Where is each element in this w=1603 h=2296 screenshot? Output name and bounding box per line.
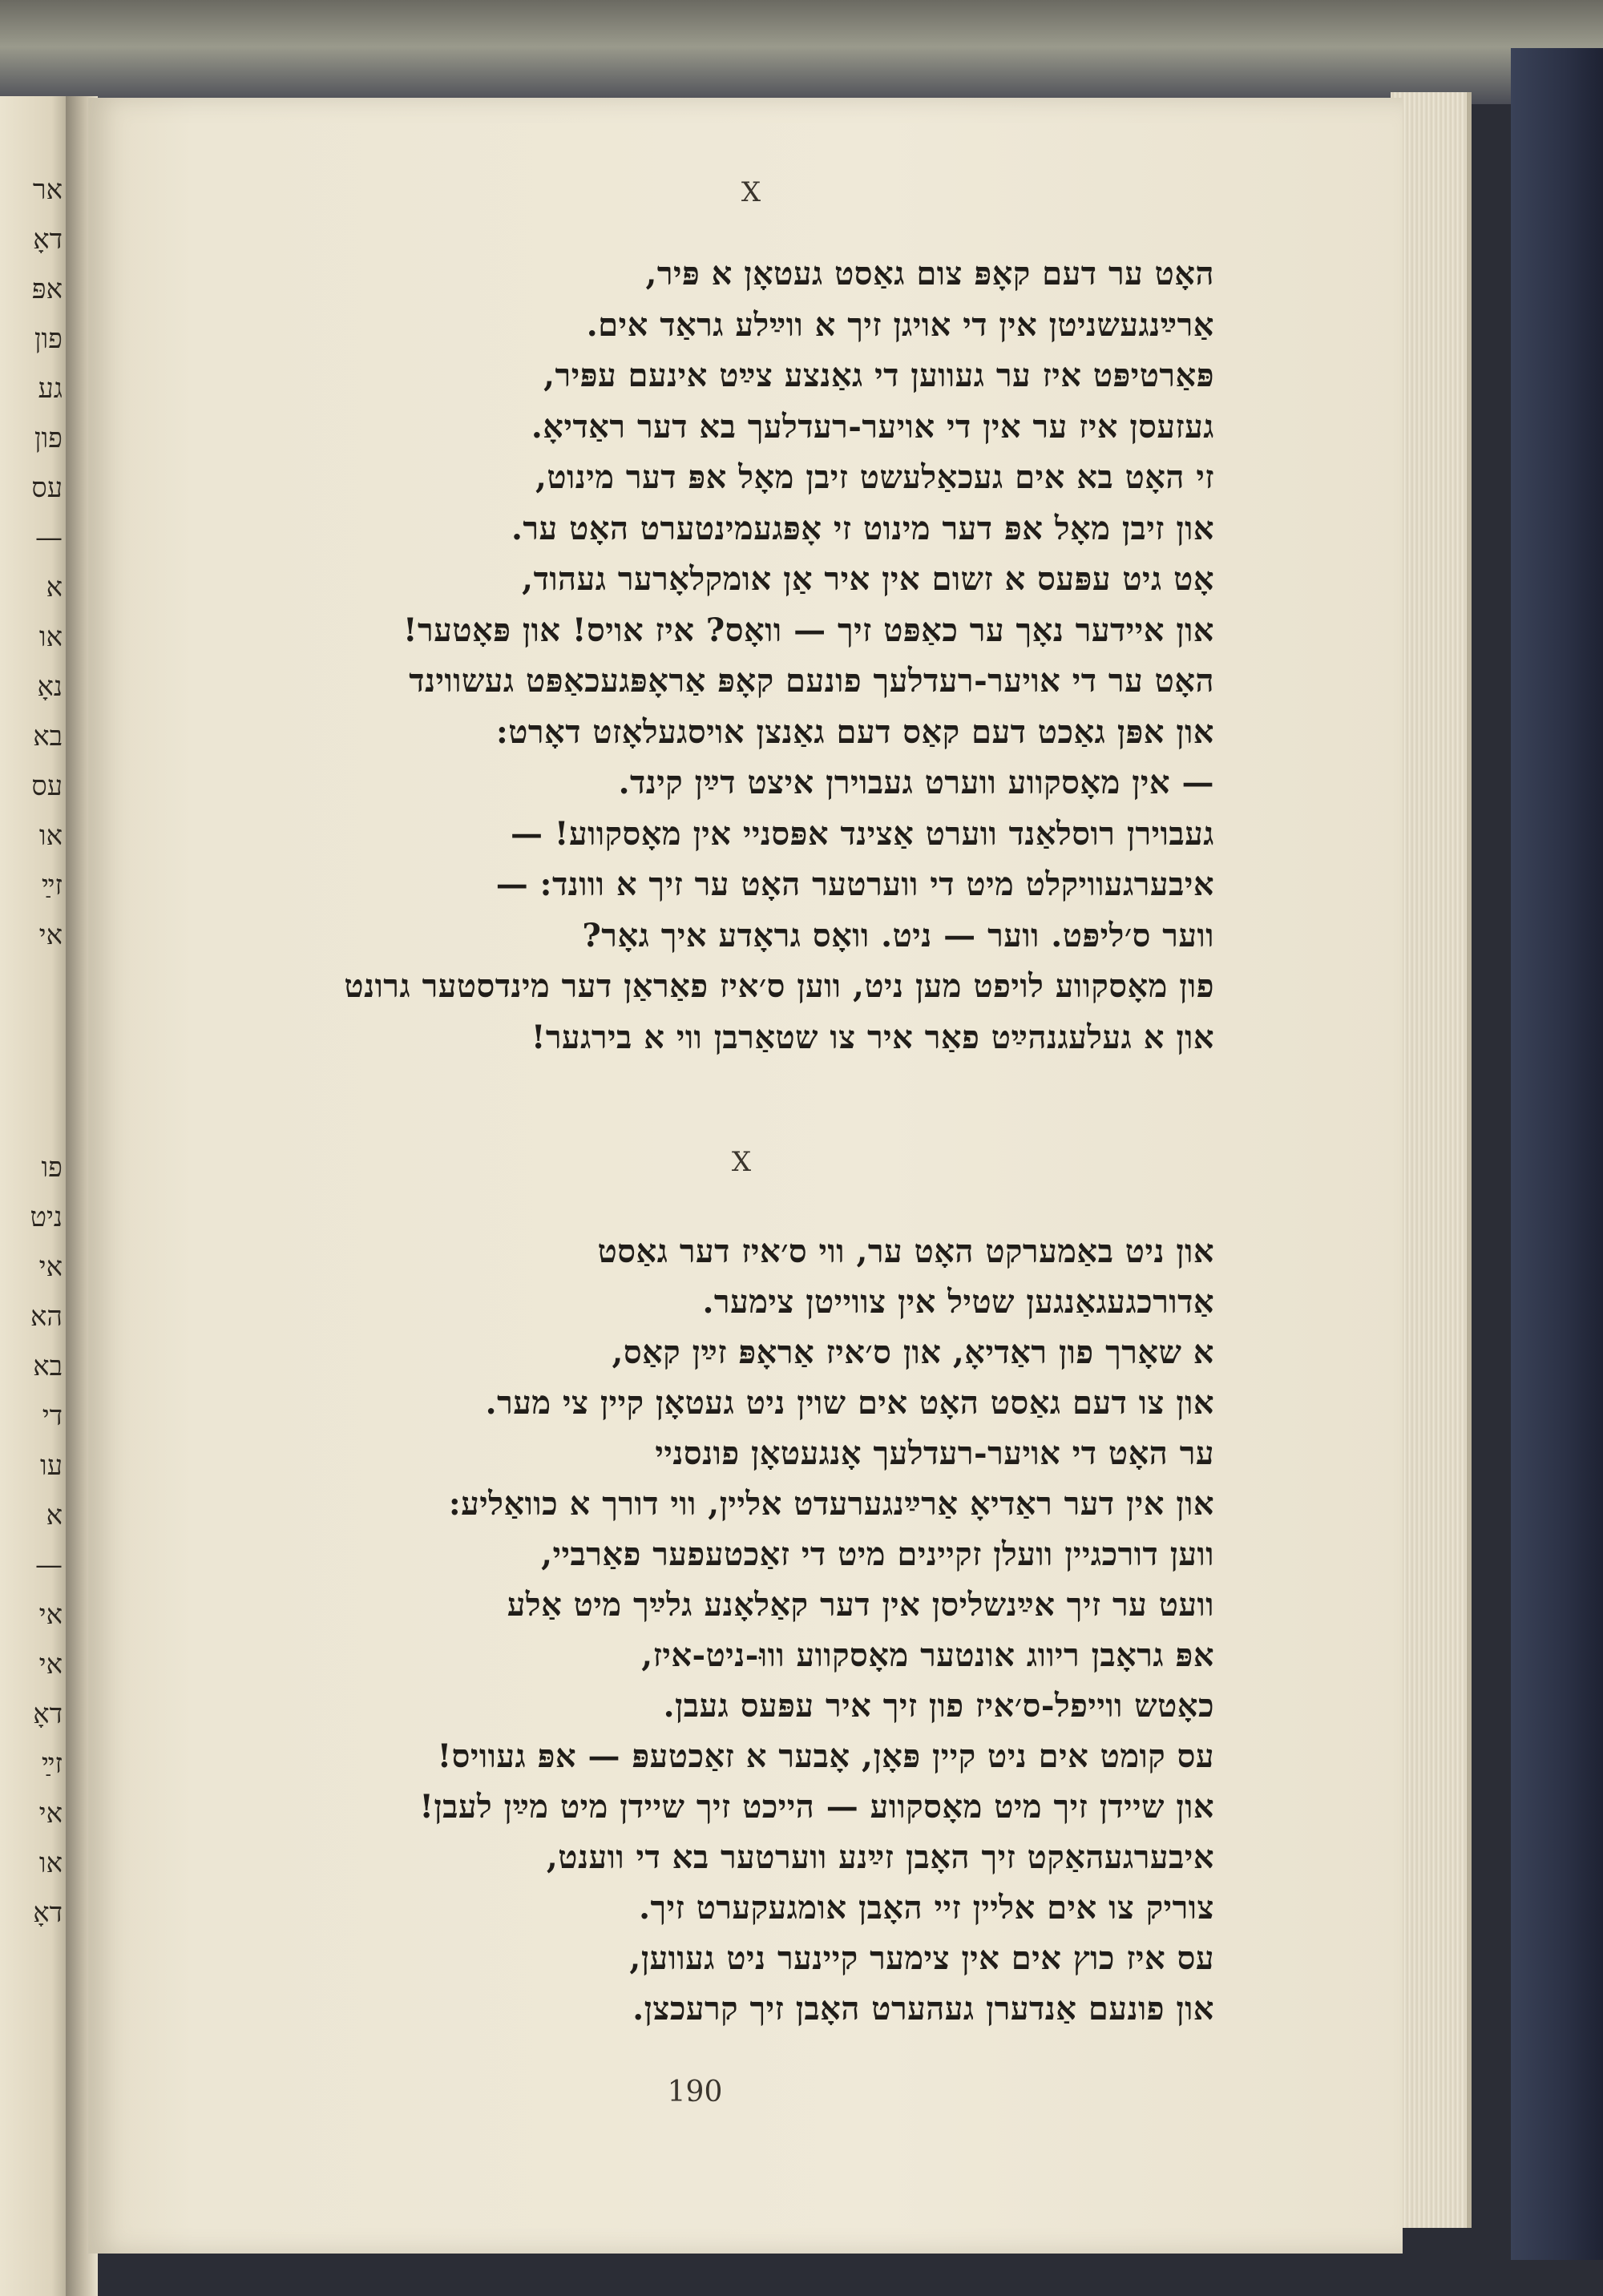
verse-line: האָט ער די אויער-רעדלעך פונעם קאָפּ אַראָפּגעכאַפּט געשווינד xyxy=(409,662,1214,700)
left-page-fragment: עס xyxy=(31,472,63,504)
verse-line: זי האָט בא אים געכאַלעשט זיבן מאָל אפּ דער מינוט, xyxy=(535,458,1214,496)
left-page-fragment: דאָ xyxy=(33,224,63,256)
left-page-fragment: דאָ xyxy=(33,1698,63,1730)
section-mark-one: X xyxy=(741,176,761,208)
verse-line: געבוירן רוסלאַנד ווערט אַצינד אפּסניי אין מאָסקווע! — xyxy=(511,814,1214,853)
verse-line: אַרײַנגעשניטן אין די אויגן זיך א ווײַלע גראַד אים. xyxy=(586,305,1214,344)
verse-line: כאָטש ווייפל-ס׳איז פון זיך איר עפּעס געבן. xyxy=(663,1687,1214,1725)
left-page-fragment: אר xyxy=(32,174,63,206)
verse-line: אפּ גראָבן ריווג אונטער מאָסקווע וווּ-ניט-איז, xyxy=(641,1636,1214,1674)
verse-line: עס קומט אים ניט קיין פּאָן, אָבער א זאַכטעפּ — אפּ געוויס! xyxy=(437,1737,1214,1775)
verse-line: איבערגעוויקלט מיט די ווערטער האָט ער זיך א ווונד: — xyxy=(495,866,1214,903)
left-page-fragment: בא xyxy=(33,720,63,753)
left-page-fragment: א xyxy=(46,1499,63,1531)
verse-line: און אין דער ראַדיאָ אַרײַנגערעדט אליין, ווי דורך א כוואַליע: xyxy=(448,1485,1214,1523)
verse-line: א שאָרך פון ראַדיאָ, און ס׳איז אַראָפּ זײַן קאַס, xyxy=(612,1334,1214,1371)
verse-line: און זיבן מאָל אפּ דער מינוט זי אָפּגעמינטערט האָט ער. xyxy=(511,509,1214,547)
page-number: 190 xyxy=(667,2076,723,2108)
verse-line: אַדורכגעגאַנגען שטיל אין צווייטן צימער. xyxy=(702,1283,1214,1321)
left-page-fragment: זײַ xyxy=(41,870,63,902)
left-page-fragment: — xyxy=(35,522,63,554)
verse-line: און אפּן גאַכט דעם קאַס דעם גאַנצן אויסגעלאָזט דאָרט: xyxy=(495,712,1214,751)
left-page-fragment: דאָ xyxy=(33,1897,63,1929)
verse-line: האָט ער דעם קאָפּ צום גאַסט געטאָן א פּיר, xyxy=(645,255,1214,293)
verse-line: ווער ס׳ליפּט. ווער — ניט. וואָס גראָדע איך גאָר? xyxy=(582,916,1214,954)
verse-line: געזעסן איז ער אין די אויער-רעדלעך בא דער ראַדיאָ. xyxy=(531,407,1214,446)
left-page-fragment: אי xyxy=(38,1599,63,1631)
verse-line: וועט ער זיך אײַנשליסן אין דער קאַלאָנע גלײַך מיט אַלע xyxy=(507,1586,1214,1624)
book-cover-right xyxy=(1511,48,1603,2260)
right-page xyxy=(88,98,1403,2254)
left-page-fragment: פו xyxy=(41,1152,63,1184)
left-page-fragment: או xyxy=(38,1847,63,1879)
left-page-fragment: אי xyxy=(38,1798,63,1830)
left-page-fragment: אי xyxy=(38,919,63,951)
verse-line: און צו דעם גאַסט האָט אים שוין ניט געטאָן קיין צי מער. xyxy=(485,1384,1214,1422)
page-edges xyxy=(1391,92,1472,2228)
left-page-fragment: עס xyxy=(31,770,63,802)
left-page-fragment: א xyxy=(46,571,63,603)
left-page-fragment: פון xyxy=(34,422,63,454)
verse-line: אָט גיט עפּעס א זשום אין איר אַן אומקלאָרער געהוד, xyxy=(522,560,1214,598)
left-page-fragment: בא xyxy=(33,1350,63,1382)
verse-line: צוריק צו אים אליין זיי האָבן אומגעקערט זיך. xyxy=(639,1889,1214,1927)
left-page-fragment: הא xyxy=(30,1301,63,1333)
verse-line: עס איז כוץ אים אין צימער קיינער ניט געווען, xyxy=(629,1939,1214,1977)
section-mark-two: X xyxy=(731,1146,752,1178)
left-page-fragment: — xyxy=(35,1549,63,1581)
verse-line: איבערגעהאַקט זיך האָבן זײַנע ווערטער בא די ווענט, xyxy=(546,1838,1214,1876)
verse-line: און שיידן זיך מיט מאָסקווע — הייכט זיך שיידן מיט מײַן לעבן! xyxy=(419,1788,1214,1826)
left-page-fragment: נאָ xyxy=(37,671,63,703)
book-cover-top xyxy=(0,0,1603,104)
verse-line: פּאַרטיפּט איז ער געווען די גאַנצע צײַט אינעם עפּיר, xyxy=(543,357,1214,394)
verse-line: ער האָט די אויער-רעדלעך אָנגעטאָן פונסניי xyxy=(655,1434,1214,1472)
left-page-fragment: אפּ xyxy=(31,273,63,305)
left-page-fragment: זײַ xyxy=(41,1748,63,1780)
left-page-fragment: גע xyxy=(38,373,63,405)
verse-line: פון מאָסקווע לויפט מען ניט, ווען ס׳איז פאַראַן דער מינדסטער גרונט xyxy=(344,967,1214,1005)
verse-line: און פונעם אַנדערן געהערט האָבן זיך קרעכצן. xyxy=(632,1990,1214,2028)
verse-line: און ניט באַמערקט האָט ער, ווי ס׳איז דער גאַסט xyxy=(597,1233,1214,1270)
left-page-fragment: אי xyxy=(38,1251,63,1283)
verse-line: ווען דורכגיין וועלן זקיינים מיט די זאַכטעפער פאַרביי, xyxy=(541,1535,1214,1573)
verse-line: — אין מאָסקווע ווערט געבוירן איצט דײַן קינד. xyxy=(618,764,1214,801)
verse-line: און א געלעגנהײַט פאַר איר צו שטאַרבן ווי א בירגער! xyxy=(531,1018,1214,1056)
left-page-fragment: פון xyxy=(34,323,63,355)
left-page xyxy=(0,96,74,2296)
left-page-fragment: ניט xyxy=(30,1201,63,1233)
left-page-fragment: או xyxy=(38,621,63,653)
left-page-fragment: די xyxy=(42,1400,63,1432)
verse-line: און איידער נאָך ער כאַפּט זיך — וואָס? איז אויס! און פּאָטער! xyxy=(403,611,1214,649)
left-page-fragment: אי xyxy=(38,1648,63,1681)
left-page-fragment: או xyxy=(38,820,63,852)
left-page-fragment: עו xyxy=(40,1450,63,1482)
